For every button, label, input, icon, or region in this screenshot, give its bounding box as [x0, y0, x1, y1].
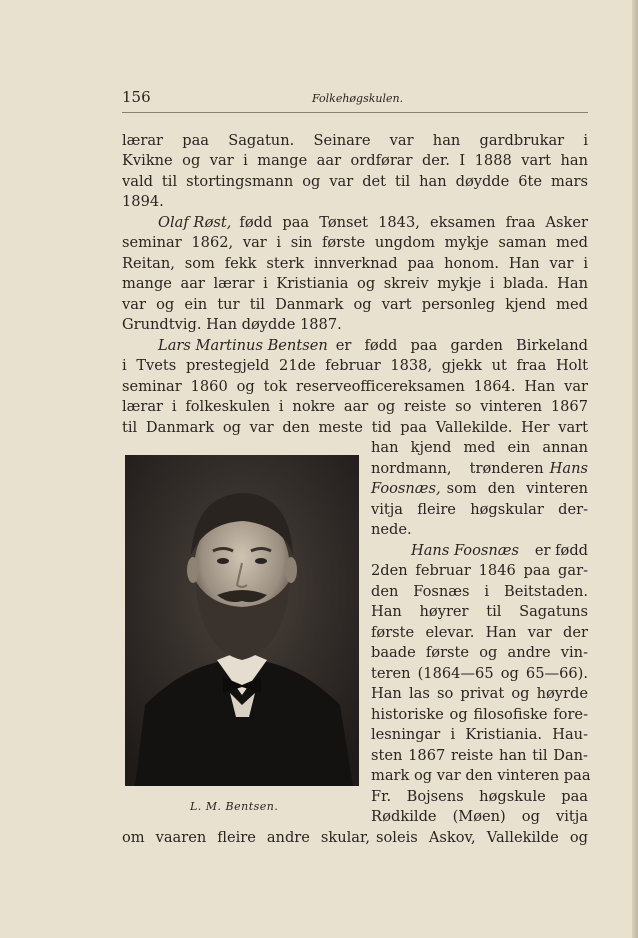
- name-foosnaes: Foosnæs,: [371, 480, 441, 497]
- page-number: 156: [122, 88, 151, 106]
- text-line: nede.: [371, 521, 412, 538]
- text-line: 2den februar 1846 paa gar-: [371, 562, 588, 579]
- text-line: lærar i folkeskulen i nokre aar og reiste so vinteren 1867: [122, 398, 588, 415]
- text-line: baade første og andre vin-: [371, 644, 588, 661]
- name-hans: Hans: [549, 460, 588, 477]
- text-line: Han høyrer til Sagatuns: [371, 603, 588, 620]
- text-line: mark og var den vinteren paa: [371, 767, 591, 784]
- text-line: den Fosnæs i Beitstaden.: [371, 583, 588, 600]
- portrait-caption: L. M. Bentsen.: [190, 800, 279, 813]
- text-line: 1894.: [122, 193, 164, 210]
- text-span: nordmann, trønderen: [371, 460, 544, 477]
- text-span: er fødd: [534, 542, 588, 559]
- text-line: var og ein tur til Danmark og vart personleg kjend med: [122, 296, 588, 313]
- page-edge: [632, 0, 638, 938]
- text-line: Reitan, som fekk sterk innverknad paa honom. Han var i: [122, 255, 588, 272]
- text-line: teren (1864—65 og 65—66).: [371, 665, 588, 682]
- text-span: fødd paa Tønset 1843, eksamen fraa Asker: [239, 214, 588, 231]
- name-olaf-rost: Olaf Røst,: [158, 214, 232, 231]
- text-line: [371, 479, 588, 500]
- text-line: seminar 1860 og tok reserveofficereksamen 1864. Han var: [122, 378, 588, 395]
- text-line-lars: [122, 336, 588, 357]
- text-line: første elevar. Han var der: [371, 624, 588, 641]
- text-line-olaf: [122, 213, 588, 234]
- text-line: historiske og filosofiske fore-: [371, 706, 588, 723]
- text-line: [371, 541, 588, 562]
- name-hans-foosnaes: Hans Foosnæs: [411, 542, 519, 559]
- text-line: vitja fleire høgskular der-: [371, 501, 588, 518]
- text-line: Fr. Bojsens høgskule paa: [371, 788, 588, 805]
- text-line: mange aar lærar i Kristiania og skreiv mykje i blada. Han: [122, 275, 588, 292]
- text-line: lærar paa Sagatun. Seinare var han gardbrukar i: [122, 132, 588, 149]
- text-line: sten 1867 reiste han til Dan-: [371, 747, 588, 764]
- text-line: seminar 1862, var i sin første ungdom mykje saman med: [122, 234, 588, 251]
- running-head: Folkehøgskulen.: [312, 92, 404, 105]
- text-span: som den vinteren: [446, 480, 588, 497]
- text-line: Rødkilde (Møen) og vitja: [371, 808, 588, 825]
- text-line-hans: [371, 459, 588, 480]
- text-line: Kvikne og var i mange aar ordførar der. I 1888 vart han: [122, 152, 588, 169]
- text-line: lesningar i Kristiania. Hau-: [371, 726, 588, 743]
- text-line: Grundtvig. Han døydde 1887.: [122, 316, 342, 333]
- portrait-illustration: [125, 455, 359, 786]
- text-line: han kjend med ein annan: [371, 439, 588, 456]
- text-span: er fødd paa garden Birkeland: [335, 337, 588, 354]
- page-header: [122, 88, 588, 113]
- text-line: om vaaren fleire andre skular,: [122, 829, 370, 846]
- text-line: i Tvets prestegjeld 21de februar 1838, gjekk ut fraa Holt: [122, 357, 588, 374]
- text-line: vald til stortingsmann og var det til han døydde 6te mars: [122, 173, 588, 190]
- text-line: til Danmark og var den meste tid paa Vallekilde. Her vart: [122, 419, 588, 436]
- text-line: Han las so privat og høyrde: [371, 685, 588, 702]
- name-lars-bentsen: Lars Martinus Bentsen: [158, 337, 328, 354]
- portrait-photo: [125, 455, 359, 786]
- text-line: soleis Askov, Vallekilde og: [376, 829, 588, 846]
